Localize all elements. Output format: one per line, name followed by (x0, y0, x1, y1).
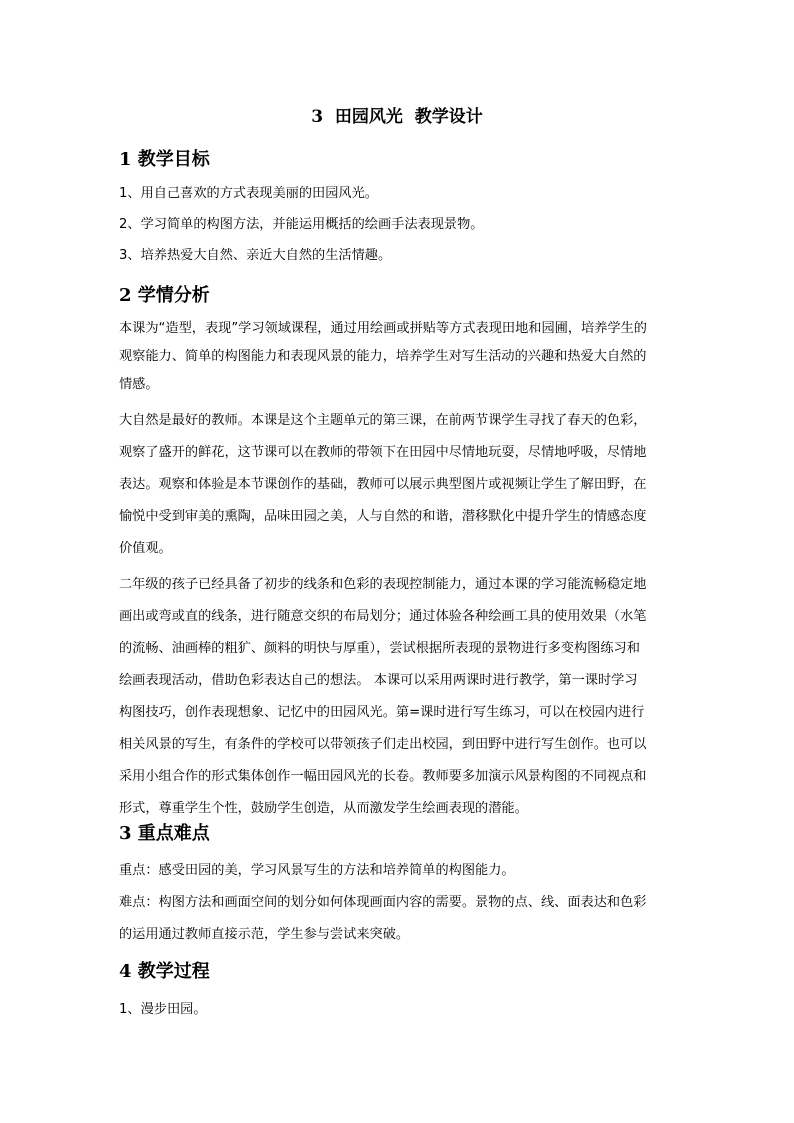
objective-item-2: 2、学习简单的构图方法，并能运用概括的绘画手法表现景物。 (119, 217, 484, 232)
analysis-line: 绘画表现活动，借助色彩表达自己的想法。 本课可以采用两课时进行教学，第一课时学习 (119, 673, 638, 688)
analysis-line: 的流畅、油画棒的粗犷、颜料的明快与厚重），尝试根据所表现的景物进行多变构图练习和 (119, 641, 640, 656)
section-heading-analysis: 2 学情分析 (119, 285, 210, 306)
analysis-line: 观察了盛开的鲜花，这节课可以在教师的带领下在田园中尽情地玩耍，尽情地呼吸，尽情地 (119, 445, 647, 460)
section-heading-key-points: 3 重点难点 (119, 823, 210, 844)
analysis-line: 价值观。 (119, 541, 172, 556)
analysis-line: 情感。 (119, 377, 159, 392)
analysis-line: 愉悦中受到审美的熏陶，品味田园之美，人与自然的和谐，潜移默化中提升学生的情感态度 (119, 509, 647, 524)
section-heading-objectives: 1 教学目标 (119, 149, 210, 170)
process-line: 1、漫步田园。 (119, 1002, 207, 1017)
analysis-line: 画出或弯或直的线条，进行随意交织的布局划分；通过体验各种绘画工具的使用效果（水笔 (119, 609, 647, 624)
document-title: 3 田园风光 教学设计 (311, 107, 483, 127)
analysis-line: 采用小组合作的形式集体创作一幅田园风光的长卷。教师要多加演示风景构图的不同视点和 (119, 769, 647, 784)
difficulty-line: 的运用通过教师直接示范，学生参与尝试来突破。 (119, 927, 410, 942)
analysis-line: 相关风景的写生，有条件的学校可以带领孩子们走出校园，到田野中进行写生创作。也可以 (119, 737, 647, 752)
objective-item-3: 3、培养热爱大自然、亲近大自然的生活情趣。 (119, 248, 392, 263)
section-heading-process: 4 教学过程 (119, 961, 210, 982)
key-point-line: 重点：感受田园的美，学习风景写生的方法和培养简单的构图能力。 (119, 863, 515, 878)
analysis-line: 表达。观察和体验是本节课创作的基础，教师可以展示典型图片或视频让学生了解田野，在 (119, 477, 647, 492)
objective-item-1: 1、用自己喜欢的方式表现美丽的田园风光。 (119, 186, 378, 201)
analysis-line: 二年级的孩子已经具备了初步的线条和色彩的表现控制能力，通过本课的学习能流畅稳定地 (119, 577, 647, 592)
analysis-line: 观察能力、简单的构图能力和表现风景的能力，培养学生对写生活动的兴趣和热爱大自然的 (119, 349, 647, 364)
analysis-line: 形式，尊重学生个性，鼓励学生创造，从而激发学生绘画表现的潜能。 (119, 801, 528, 816)
difficulty-line: 难点：构图方法和画面空间的划分如何体现画面内容的需要。景物的点、线、面表达和色彩 (119, 895, 647, 910)
analysis-line: 大自然是最好的教师。本课是这个主题单元的第三课，在前两节课学生寻找了春天的色彩， (119, 413, 647, 428)
analysis-line: 构图技巧，创作表现想象、记忆中的田园风光。第=课时进行写生练习，可以在校园内进行 (119, 705, 645, 720)
analysis-line: 本课为“造型，表现”学习领域课程，通过用绘画或拼贴等方式表现田地和园圃，培养学生的 (119, 321, 647, 336)
